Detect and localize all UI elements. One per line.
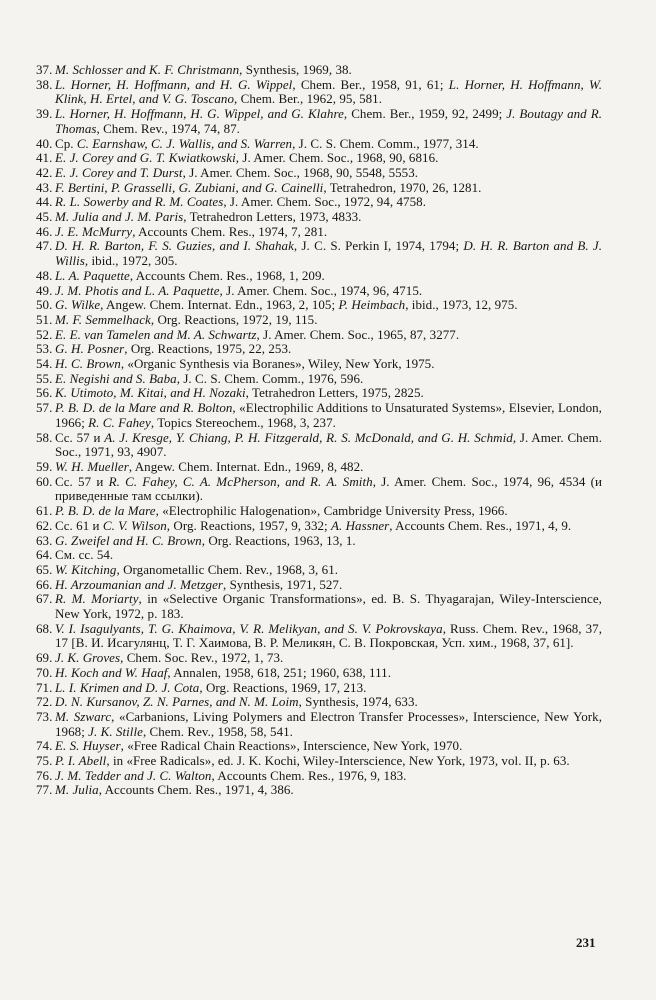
reference-item: [36, 78, 602, 107]
reference-text: [55, 342, 602, 357]
reference-authors: P. I. Abell: [55, 753, 107, 769]
reference-text: [55, 313, 602, 328]
reference-number: 42.: [36, 164, 53, 180]
reference-item: [36, 548, 602, 563]
reference-citation: , «Electrophilic Additions to Unsaturated Systems», Elsevier, London, 1966;: [55, 400, 602, 430]
reference-authors: C. Earnshaw, C. J. Wallis, and S. Warren: [76, 135, 293, 151]
reference-number: 45.: [36, 209, 53, 225]
reference-authors: K. Utimoto, M. Kitai, and H. Nozaki: [55, 385, 246, 401]
reference-authors: G. H. Posner: [55, 341, 125, 357]
reference-text: [55, 578, 602, 593]
reference-number: 56.: [36, 385, 53, 401]
reference-citation: , Angew. Chem. Internat. Edn., 1969, 8, 482.: [128, 458, 364, 474]
reference-authors: D. H. R. Barton, F. S. Guzies, and I. Shahak: [55, 238, 294, 254]
reference-authors: V. I. Isagulyants, T. G. Khaimova, V. R. Melikyan, and S. V. Pokrovskaya: [55, 620, 443, 636]
reference-authors: P. B. D. de la Mare: [55, 503, 156, 519]
reference-text: [55, 475, 602, 504]
reference-number: 69.: [36, 650, 53, 666]
reference-item: [36, 63, 602, 78]
reference-authors: M. Julia: [55, 782, 99, 798]
reference-item: [36, 210, 602, 225]
reference-text: [55, 151, 602, 166]
reference-citation: Cc. 57 и: [55, 429, 105, 445]
reference-text: [55, 519, 602, 534]
reference-citation: , J. Amer. Chem. Soc., 1974, 96, 4715.: [219, 282, 423, 298]
reference-citation: , in «Selective Organic Transformations», ed. B. S. Thyagarajan, Wiley-Interscience, New York, 1972, p. 183.: [55, 591, 602, 622]
reference-item: [36, 386, 602, 401]
reference-authors: J. Boutagy and R. Thomas: [55, 106, 603, 136]
reference-text: [55, 78, 602, 107]
reference-citation: , Chem. Rev., 1958, 58, 541.: [142, 723, 293, 739]
reference-number: 58.: [36, 429, 53, 445]
reference-citation: , J. Amer. Chem. Soc., 1972, 94, 4758.: [223, 194, 427, 210]
reference-text: [55, 137, 602, 152]
reference-authors: R. C. Fahey: [88, 414, 151, 430]
reference-citation: , J. Amer. Chem. Soc., 1974, 96, 4534 (и приведенные там ссылки).: [55, 473, 602, 504]
reference-authors: M. Szwarc: [55, 708, 112, 724]
reference-number: 46.: [36, 223, 53, 239]
reference-item: [36, 298, 602, 313]
reference-number: 75.: [36, 753, 53, 769]
reference-item: [36, 769, 602, 784]
reference-authors: L. A. Paquette: [55, 267, 130, 283]
reference-number: 60.: [36, 473, 53, 489]
reference-item: [36, 578, 602, 593]
reference-authors: E. J. Corey and G. T. Kwiatkowski: [55, 150, 236, 166]
reference-list: [36, 63, 602, 798]
reference-citation: , Org. Reactions, 1972, 19, 115.: [150, 311, 318, 327]
reference-item: [36, 563, 602, 578]
reference-authors: G. Zweifel and H. C. Brown: [55, 532, 202, 548]
reference-text: [55, 651, 602, 666]
reference-text: [55, 298, 602, 313]
reference-text: [55, 328, 602, 343]
reference-number: 70.: [36, 664, 53, 680]
reference-item: [36, 225, 602, 240]
reference-number: 73.: [36, 708, 53, 724]
reference-number: 48.: [36, 267, 53, 283]
reference-item: [36, 107, 602, 136]
reference-citation: , Tetrahedron Letters, 1975, 2825.: [245, 385, 424, 401]
reference-text: [55, 534, 602, 549]
reference-citation: , Accounts Chem. Res., 1968, 1, 209.: [129, 267, 325, 283]
reference-number: 39.: [36, 106, 53, 122]
reference-number: 41.: [36, 150, 53, 166]
reference-authors: L. Horner, H. Hoffmann, and H. G. Wippel: [55, 76, 293, 92]
reference-citation: , ibid., 1973, 12, 975.: [405, 297, 518, 313]
reference-text: [55, 769, 602, 784]
reference-citation: , Accounts Chem. Res., 1974, 7, 281.: [132, 223, 328, 239]
reference-authors: F. Bertini, P. Grasselli, G. Zubiani, and G. Cainelli: [55, 179, 324, 195]
reference-authors: L. Horner, H. Hoffmann, W. Klink, H. Ertel, and V. G. Toscano: [55, 76, 602, 107]
reference-authors: H. C. Brown: [55, 356, 121, 372]
reference-item: [36, 475, 602, 504]
reference-authors: R. C. Fahey, C. A. McPherson, and R. A. Smith: [108, 473, 373, 489]
reference-authors: D. H. R. Barton and B. J. Willis: [55, 238, 603, 269]
reference-authors: E. S. Huyser: [55, 738, 121, 754]
reference-authors: E. E. van Tamelen and M. A. Schwartz: [55, 326, 257, 342]
reference-authors: R. M. Moriarty: [55, 591, 139, 607]
reference-authors: E. J. Corey and T. Durst: [55, 164, 183, 180]
reference-authors: A. Hassner: [331, 517, 390, 533]
reference-text: [55, 269, 602, 284]
reference-authors: W. H. Mueller: [55, 458, 129, 474]
reference-authors: J. K. Stille: [88, 723, 143, 739]
reference-citation: Cc. 61 и: [55, 517, 103, 533]
reference-number: 74.: [36, 738, 53, 754]
reference-item: [36, 504, 602, 519]
reference-text: [55, 460, 602, 475]
reference-citation: , J. C. S. Chem. Comm., 1976, 596.: [176, 370, 364, 386]
reference-citation: , Org. Reactions, 1975, 22, 253.: [124, 341, 292, 357]
reference-citation: , Topics Stereochem., 1968, 3, 237.: [150, 414, 336, 430]
reference-citation: , Org. Reactions, 1957, 9, 332;: [166, 517, 332, 533]
reference-text: [55, 166, 602, 181]
reference-text: [55, 710, 602, 739]
reference-authors: P. B. D. de la Mare and R. Bolton: [55, 400, 233, 416]
reference-authors: H. Arzoumanian and J. Metzger: [55, 576, 224, 592]
reference-item: [36, 342, 602, 357]
reference-text: [55, 695, 602, 710]
reference-text: [55, 739, 602, 754]
reference-citation: , «Carbanions, Living Polymers and Electron Transfer Processes», Interscience, New York, 1968;: [55, 708, 603, 739]
reference-text: [55, 181, 602, 196]
reference-citation: , Accounts Chem. Res., 1971, 4, 9.: [389, 517, 572, 533]
reference-citation: , Chem. Soc. Rev., 1972, 1, 73.: [120, 650, 284, 666]
reference-text: [55, 783, 602, 798]
reference-number: 62.: [36, 517, 53, 533]
reference-text: [55, 431, 602, 460]
reference-number: 54.: [36, 356, 53, 372]
reference-number: 49.: [36, 282, 53, 298]
reference-item: [36, 401, 602, 430]
reference-citation: , «Free Radical Chain Reactions», Interscience, New York, 1970.: [120, 738, 463, 754]
reference-item: [36, 519, 602, 534]
reference-citation: Cc. 57 и: [55, 473, 109, 489]
reference-citation: , Organometallic Chem. Rev., 1968, 3, 61.: [116, 561, 339, 577]
reference-item: [36, 195, 602, 210]
reference-number: 63.: [36, 532, 53, 548]
reference-number: 53.: [36, 341, 53, 357]
reference-authors: M. Julia and J. M. Paris: [55, 209, 184, 225]
reference-number: 37.: [36, 62, 53, 77]
reference-number: 59.: [36, 458, 53, 474]
reference-item: [36, 651, 602, 666]
reference-text: [55, 592, 602, 621]
reference-text: [55, 195, 602, 210]
reference-number: 57.: [36, 400, 53, 416]
reference-citation: , Org. Reactions, 1963, 13, 1.: [201, 532, 356, 548]
reference-authors: A. J. Kresge, Y. Chiang, P. H. Fitzgerald, R. S. McDonald, and G. H. Schmid: [104, 429, 513, 445]
reference-citation: , Chem. Ber., 1958, 91, 61;: [292, 76, 449, 92]
reference-citation: , Tetrahedron, 1970, 26, 1281.: [323, 179, 482, 195]
reference-text: [55, 210, 602, 225]
reference-number: 52.: [36, 326, 53, 342]
reference-item: [36, 151, 602, 166]
reference-text: [55, 386, 602, 401]
reference-item: [36, 592, 602, 621]
reference-text: [55, 548, 602, 563]
reference-number: 44.: [36, 194, 53, 210]
reference-item: [36, 710, 602, 739]
reference-authors: E. Negishi and S. Baba: [55, 370, 177, 386]
reference-authors: L. I. Krimen and D. J. Cota: [55, 679, 200, 695]
reference-number: 68.: [36, 620, 53, 636]
page-number: 231: [576, 935, 596, 950]
reference-item: [36, 166, 602, 181]
reference-citation: , ibid., 1972, 305.: [84, 253, 178, 269]
reference-authors: R. L. Sowerby and R. M. Coates: [55, 194, 224, 210]
reference-text: [55, 225, 602, 240]
reference-item: [36, 313, 602, 328]
reference-citation: , Angew. Chem. Internat. Edn., 1963, 2, 105;: [100, 297, 339, 313]
reference-number: 67.: [36, 591, 53, 607]
reference-item: [36, 695, 602, 710]
reference-authors: J. E. McMurry: [55, 223, 133, 239]
reference-citation: , Org. Reactions, 1969, 17, 213.: [199, 679, 367, 695]
reference-citation: , Accounts Chem. Res., 1971, 4, 386.: [98, 782, 294, 798]
reference-citation: , J. Amer. Chem. Soc., 1965, 87, 3277.: [256, 326, 460, 342]
reference-number: 38.: [36, 76, 53, 92]
reference-text: [55, 63, 602, 78]
reference-number: 66.: [36, 576, 53, 592]
reference-authors: M. Schlosser and K. F. Christmann: [55, 62, 240, 77]
reference-citation: , Synthesis, 1969, 38.: [239, 62, 352, 77]
reference-authors: J. K. Groves: [55, 650, 121, 666]
reference-item: [36, 328, 602, 343]
reference-text: [55, 107, 602, 136]
reference-text: [55, 754, 602, 769]
reference-number: 50.: [36, 297, 53, 313]
reference-number: 61.: [36, 503, 53, 519]
reference-text: [55, 239, 602, 268]
reference-authors: J. M. Tedder and J. C. Walton: [55, 767, 212, 783]
reference-text: [55, 622, 602, 651]
reference-number: 43.: [36, 179, 53, 195]
reference-text: [55, 284, 602, 299]
reference-citation: , Synthesis, 1974, 633.: [298, 694, 418, 710]
reference-authors: C. V. Wilson: [102, 517, 167, 533]
reference-item: [36, 666, 602, 681]
reference-authors: D. N. Kursanov, Z. N. Parnes, and N. M. Loim: [55, 694, 299, 710]
reference-citation: , J. Amer. Chem. Soc., 1968, 90, 5548, 5553.: [182, 164, 419, 180]
reference-text: [55, 666, 602, 681]
reference-item: [36, 372, 602, 387]
reference-citation: , Synthesis, 1971, 527.: [223, 576, 343, 592]
reference-authors: W. Kitching: [55, 561, 117, 577]
reference-item: [36, 284, 602, 299]
reference-citation: , in «Free Radicals», ed. J. K. Kochi, Wiley-Interscience, New York, 1973, vol. II, p. 63.: [106, 753, 570, 769]
reference-citation: , Accounts Chem. Res., 1976, 9, 183.: [211, 767, 407, 783]
reference-number: 51.: [36, 311, 53, 327]
reference-number: 77.: [36, 782, 53, 798]
reference-item: [36, 534, 602, 549]
reference-authors: M. F. Semmelhack: [55, 311, 151, 327]
reference-text: [55, 372, 602, 387]
reference-number: 76.: [36, 767, 53, 783]
reference-citation: , Chem. Ber., 1959, 92, 2499;: [343, 106, 507, 122]
reference-item: [36, 739, 602, 754]
reference-citation: , «Electrophilic Halogenation», Cambridge University Press, 1966.: [155, 503, 508, 519]
reference-citation: , «Organic Synthesis via Boranes», Wiley, New York, 1975.: [120, 356, 435, 372]
reference-number: 72.: [36, 694, 53, 710]
reference-number: 64.: [36, 547, 53, 563]
reference-citation: , Chem. Ber., 1962, 95, 581.: [234, 91, 383, 107]
reference-item: [36, 754, 602, 769]
reference-item: [36, 431, 602, 460]
reference-authors: P. Heimbach: [338, 297, 406, 313]
reference-citation: , J. Amer. Chem. Soc., 1971, 93, 4907.: [55, 429, 602, 460]
reference-citation: , J. C. S. Chem. Comm., 1977, 314.: [292, 135, 479, 151]
reference-text: [55, 681, 602, 696]
reference-authors: G. Wilke: [55, 297, 101, 313]
reference-text: [55, 563, 602, 578]
reference-citation: , Tetrahedron Letters, 1973, 4833.: [183, 209, 362, 225]
reference-item: [36, 181, 602, 196]
reference-text: [55, 357, 602, 372]
reference-number: 65.: [36, 561, 53, 577]
reference-number: 40.: [36, 135, 53, 151]
reference-item: [36, 783, 602, 798]
reference-item: [36, 622, 602, 651]
reference-citation: Cp.: [55, 135, 77, 151]
reference-item: [36, 269, 602, 284]
reference-number: 47.: [36, 238, 53, 254]
reference-citation: , Chem. Rev., 1974, 74, 87.: [96, 120, 240, 136]
reference-number: 71.: [36, 679, 53, 695]
reference-citation: См. сс. 54.: [55, 547, 114, 563]
reference-citation: , Annalen, 1958, 618, 251; 1960, 638, 111.: [167, 664, 391, 680]
reference-citation: , Russ. Chem. Rev., 1968, 37, 17 [В. И. Исагулянц, Т. Г. Хаимова, В. Р. Меликян, С. В. Покровская, Усп. хим., 1968, 37, 61].: [55, 620, 602, 651]
reference-item: [36, 460, 602, 475]
reference-item: [36, 681, 602, 696]
reference-citation: , J. Amer. Chem. Soc., 1968, 90, 6816.: [235, 150, 439, 166]
reference-authors: L. Horner, H. Hoffmann, H. G. Wippel, and G. Klahre: [55, 106, 344, 122]
reference-text: [55, 401, 602, 430]
reference-citation: , J. C. S. Perkin I, 1974, 1794;: [293, 238, 464, 254]
reference-authors: J. M. Photis and L. A. Paquette: [55, 282, 220, 298]
reference-item: [36, 239, 602, 268]
reference-item: [36, 137, 602, 152]
reference-item: [36, 357, 602, 372]
reference-authors: H. Koch and W. Haaf: [55, 664, 168, 680]
reference-text: [55, 504, 602, 519]
reference-number: 55.: [36, 370, 53, 386]
